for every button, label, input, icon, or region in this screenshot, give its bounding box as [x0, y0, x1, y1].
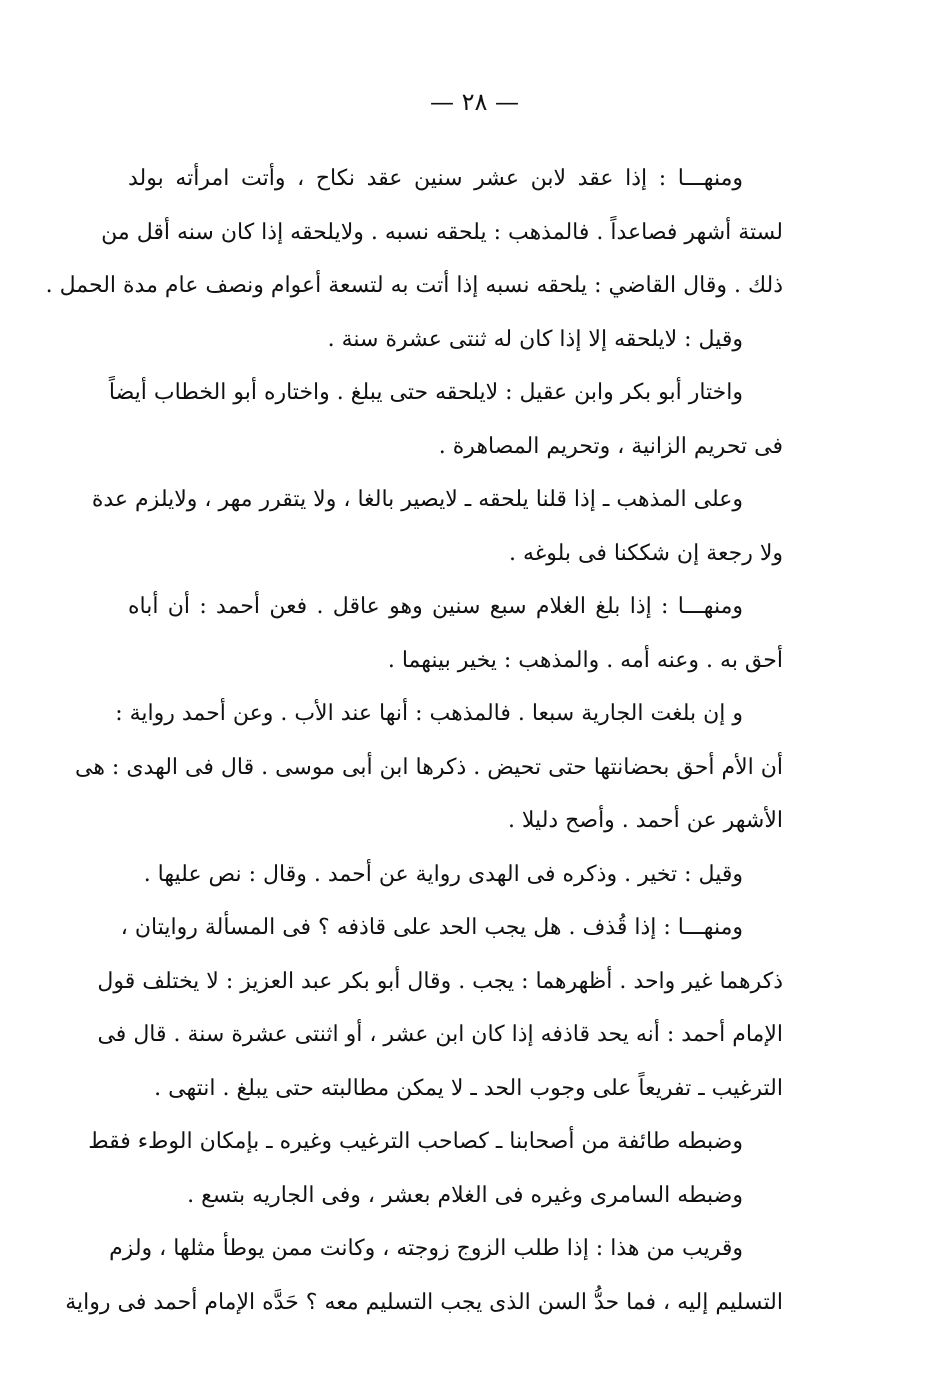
page-number: — ٢٨ —: [429, 88, 520, 116]
text-line: الترغيب ـ تفريعاً على وجوب الحد ـ لا يمكن مطالبته حتى يبلغ . انتهى .: [154, 1075, 783, 1101]
page-body: [45, 152, 783, 1329]
text-line: ومنهـــا : إذا قُذف . هل يجب الحد على قاذفه ؟ فى المسألة روايتان ،: [120, 915, 743, 940]
text-line: ولا رجعة إن شككنا فى بلوغه .: [508, 540, 783, 566]
text-line: وضبطه طائفة من أصحابنا ـ كصاحب الترغيب وغيره ـ بإمكان الوطء فقط: [88, 1129, 743, 1154]
text-line: لستة أشهر فصاعداً . فالمذهب : يلحقه نسبه . ولايلحقه إذا كان سنه أقل من: [101, 219, 783, 245]
text-line: التسليم إليه ، فما حدُّ السن الذى يجب التسليم معه ؟ حَدَّه الإمام أحمد فى رواية: [65, 1289, 783, 1315]
text-line: واختار أبو بكر وابن عقيل : لايلحقه حتى يبلغ . واختاره أبو الخطاب أيضاً: [108, 380, 743, 405]
text-line: ذكرهما غير واحد . أظهرهما : يجب . وقال أبو بكر عبد العزيز : لا يختلف قول: [97, 968, 783, 994]
text-line: وعلى المذهب ـ إذا قلنا يلحقه ـ لايصير بالغا ، ولا يتقرر مهر ، ولايلزم عدة: [91, 487, 743, 512]
text-line: ذلك . وقال القاضي : يلحقه نسبه إذا أتت به لتسعة أعوام ونصف عام مدة الحمل .: [45, 273, 783, 298]
text-line: الأشهر عن أحمد . وأصح دليلا .: [507, 808, 783, 833]
text-line: أحق به . وعنه أمه . والمذهب : يخير بينهما .: [387, 647, 783, 673]
text-line: وقيل : تخير . وذكره فى الهدى رواية عن أحمد . وقال : نص عليها .: [143, 861, 743, 887]
text-line: وقريب من هذا : إذا طلب الزوج زوجته ، وكانت ممن يوطأ مثلها ، ولزم: [109, 1236, 743, 1261]
text-line: وضبطه السامرى وغيره فى الغلام بعشر ، وفى الجاريه بتسع .: [187, 1182, 743, 1208]
text-line: الإمام أحمد : أنه يحد قاذفه إذا كان ابن عشر ، أو اثنتى عشرة سنة . قال فى: [97, 1022, 783, 1047]
text-line: ومنهـــا : إذا بلغ الغلام سبع سنين وهو عاقل . فعن أحمد : أن أباه: [128, 594, 743, 619]
text-line: وقيل : لايلحقه إلا إذا كان له ثنتى عشرة سنة .: [327, 326, 743, 352]
text-line: فى تحريم الزانية ، وتحريم المصاهرة .: [438, 433, 783, 459]
text-line: أن الأم أحق بحضانتها حتى تحيض . ذكرها ابن أبى موسى . قال فى الهدى : هى: [74, 754, 783, 780]
text-line: ومنهـــا : إذا عقد لابن عشر سنين عقد نكاح ، وأتت امرأته بولد: [128, 166, 743, 191]
text-line: و إن بلغت الجارية سبعا . فالمذهب : أنها عند الأب . وعن أحمد رواية :: [115, 701, 743, 726]
